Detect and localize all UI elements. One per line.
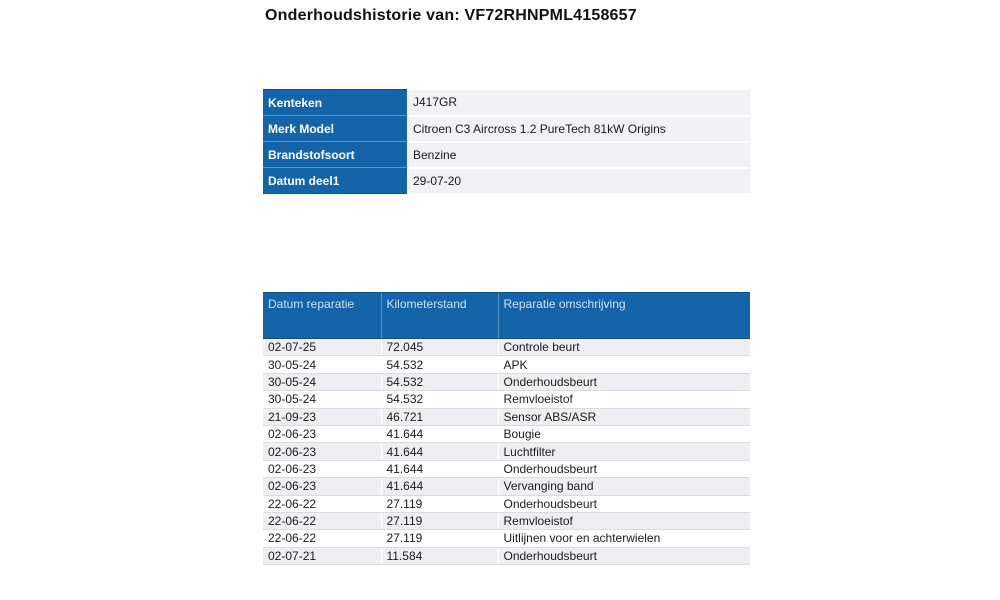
vehicle-info-table <box>263 89 750 195</box>
table-row <box>263 495 750 512</box>
cell-description: Onderhoudsbeurt <box>498 547 750 564</box>
cell-date: 02-07-25 <box>263 339 381 356</box>
cell-km: 41.644 <box>381 460 498 477</box>
vehicle-info-value-datum-deel1: 29-07-20 <box>407 168 750 194</box>
cell-date: 02-07-21 <box>263 547 381 564</box>
cell-date: 22-06-22 <box>263 512 381 529</box>
cell-date: 02-06-23 <box>263 443 381 460</box>
table-row <box>263 547 750 564</box>
cell-km: 72.045 <box>381 339 498 356</box>
repairs-header-row <box>263 293 750 339</box>
cell-description: Onderhoudsbeurt <box>498 373 750 390</box>
vehicle-info-row <box>263 168 750 194</box>
table-row <box>263 460 750 477</box>
cell-description: Sensor ABS/ASR <box>498 408 750 425</box>
cell-km: 41.644 <box>381 425 498 442</box>
cell-date: 02-06-23 <box>263 425 381 442</box>
column-header-kilometerstand: Kilometerstand <box>381 293 498 339</box>
cell-description: Onderhoudsbeurt <box>498 460 750 477</box>
cell-description: Remvloeistof <box>498 512 750 529</box>
cell-date: 21-09-23 <box>263 408 381 425</box>
table-row <box>263 530 750 547</box>
cell-km: 27.119 <box>381 530 498 547</box>
page-title: Onderhoudshistorie van: VF72RHNPML4158657 <box>265 7 637 24</box>
cell-km: 41.644 <box>381 478 498 495</box>
cell-km: 27.119 <box>381 512 498 529</box>
cell-km: 54.532 <box>381 373 498 390</box>
cell-description: Luchtfilter <box>498 443 750 460</box>
table-row <box>263 478 750 495</box>
vehicle-info-value-kenteken: J417GR <box>407 90 750 116</box>
cell-date: 30-05-24 <box>263 356 381 373</box>
cell-date: 30-05-24 <box>263 373 381 390</box>
table-row <box>263 356 750 373</box>
cell-description: Uitlijnen voor en achterwielen <box>498 530 750 547</box>
cell-km: 54.532 <box>381 391 498 408</box>
vehicle-info-label-brandstofsoort: Brandstofsoort <box>263 142 407 168</box>
cell-description: Onderhoudsbeurt <box>498 495 750 512</box>
cell-description: Bougie <box>498 425 750 442</box>
cell-date: 02-06-23 <box>263 478 381 495</box>
vehicle-info-row <box>263 142 750 168</box>
cell-km: 41.644 <box>381 443 498 460</box>
table-row <box>263 391 750 408</box>
vehicle-info-value-merk-model: Citroen C3 Aircross 1.2 PureTech 81kW Origins <box>407 116 750 142</box>
vehicle-info-row <box>263 116 750 142</box>
cell-description: Controle beurt <box>498 339 750 356</box>
table-row <box>263 373 750 390</box>
cell-date: 02-06-23 <box>263 460 381 477</box>
column-header-datum-reparatie: Datum reparatie <box>263 293 381 339</box>
cell-km: 46.721 <box>381 408 498 425</box>
table-row <box>263 425 750 442</box>
vehicle-info-label-merk-model: Merk Model <box>263 116 407 142</box>
table-row <box>263 408 750 425</box>
vehicle-info-value-brandstofsoort: Benzine <box>407 142 750 168</box>
cell-description: Vervanging band <box>498 478 750 495</box>
vehicle-info-label-kenteken: Kenteken <box>263 90 407 116</box>
table-row <box>263 443 750 460</box>
vehicle-info-row <box>263 90 750 116</box>
column-header-reparatie-omschrijving: Reparatie omschrijving <box>498 293 750 339</box>
table-row <box>263 512 750 529</box>
cell-description: Remvloeistof <box>498 391 750 408</box>
vehicle-info-label-datum-deel1: Datum deel1 <box>263 168 407 194</box>
cell-km: 11.584 <box>381 547 498 564</box>
cell-km: 54.532 <box>381 356 498 373</box>
table-row <box>263 339 750 356</box>
repairs-table <box>263 292 750 565</box>
cell-description: APK <box>498 356 750 373</box>
cell-date: 22-06-22 <box>263 530 381 547</box>
cell-date: 30-05-24 <box>263 391 381 408</box>
cell-km: 27.119 <box>381 495 498 512</box>
cell-date: 22-06-22 <box>263 495 381 512</box>
